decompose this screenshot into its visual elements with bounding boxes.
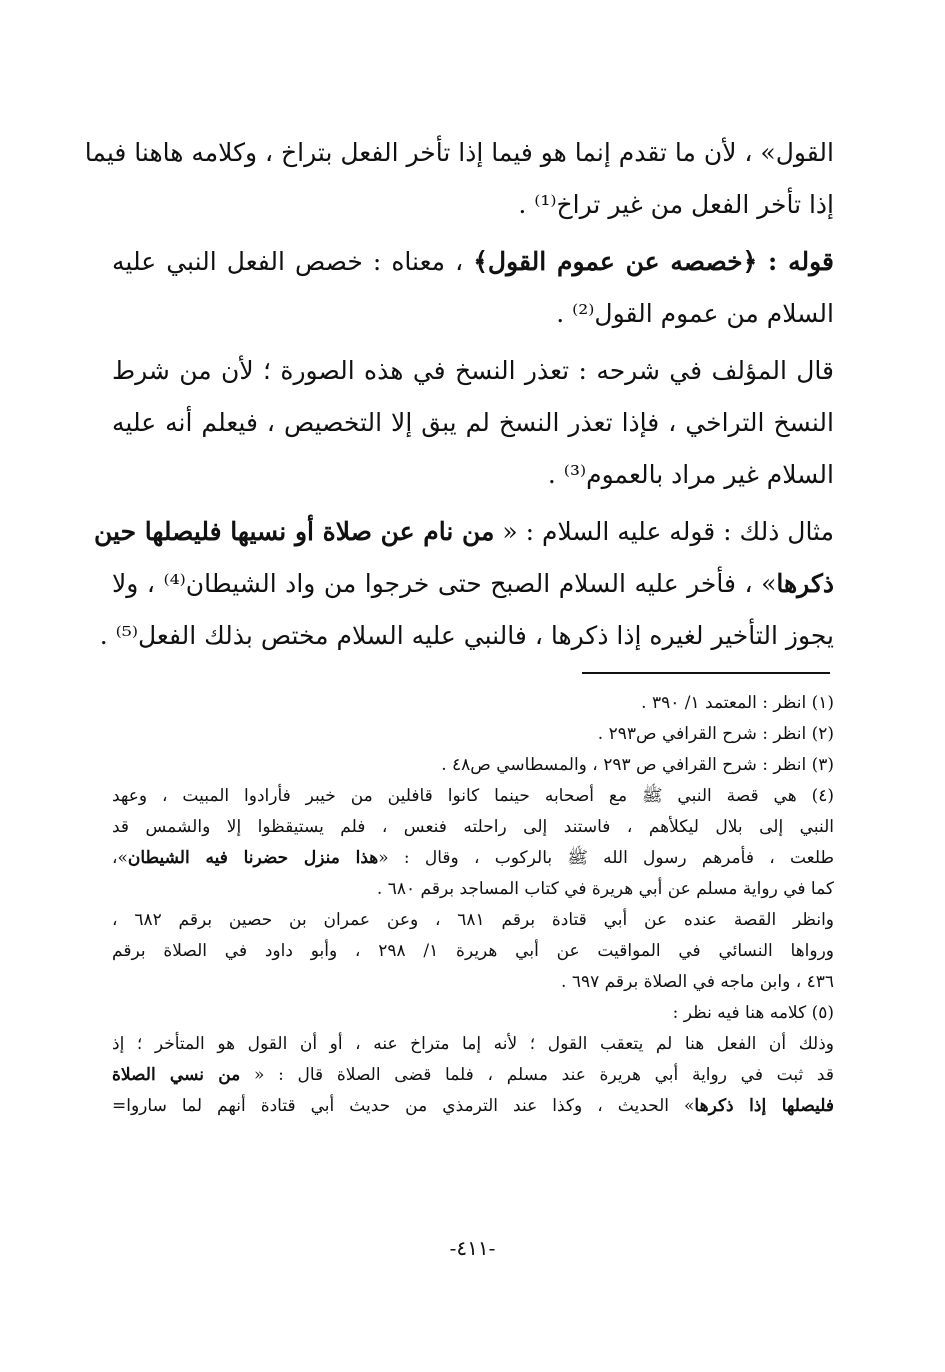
paragraph-3-line-1: قال المؤلف في شرحه : تعذر النسخ في هذه الصورة ؛ لأن من شرط	[112, 356, 834, 385]
paragraph-4-line-1-hadith: من نام عن صلاة أو نسيها فليصلها حين	[94, 517, 495, 546]
footnote-3: (٣) انظر : شرح القرافي ص ٢٩٣ ، والمسطاسي ص٤٨ .	[441, 755, 834, 775]
footnote-4-line-3-quote: هذا منزل حضرنا فيه الشيطان	[127, 848, 379, 868]
paragraph-4-line-2	[112, 558, 834, 610]
footnote-4-line-1: (٤) هي قصة النبي ﷺ مع أصحابه حينما كانوا قافلين من خيبر فأرادوا المبيت ، وعهد	[112, 786, 834, 806]
footnote-4-line-3-end: »،	[112, 848, 128, 868]
footnote-4-line-7: ٤٣٦ ، وابن ماجه في الصلاة برقم ٦٩٧ .	[561, 972, 834, 992]
paragraph-3-line-3: السلام غير مراد بالعموم⁽³⁾ .	[547, 460, 834, 489]
footnote-5-line-3	[112, 1060, 834, 1091]
paragraph-4-line-2-hadith: ذكرها	[776, 569, 834, 598]
footnote-4-line-4: كما في رواية مسلم عن أبي هريرة في كتاب المساجد برقم ٦٨٠ .	[376, 879, 834, 899]
footnote-5-line-1: (٥) كلامه هنا فيه نظر :	[672, 1003, 834, 1023]
footnote-5-line-3-plain: قد ثبت في رواية أبي هريرة عند مسلم ، فلما قضى الصلاة قال : «	[240, 1065, 834, 1085]
footnote-1: (١) انظر : المعتمد ١/ ٣٩٠ .	[641, 693, 834, 713]
footnote-divider	[582, 672, 830, 674]
paragraph-4-line-3: يجوز التأخير لغيره إذا ذكرها ، فالنبي عليه السلام مختص بذلك الفعل⁽⁵⁾ .	[99, 621, 834, 650]
paragraph-1-line-1: القول» ، لأن ما تقدم إنما هو فيما إذا تأخر الفعل بتراخ ، وكلامه هاهنا فيما	[84, 138, 834, 167]
paragraph-2	[112, 236, 834, 340]
paragraph-3	[112, 345, 834, 501]
footnote-4-line-6: ورواها النسائي في المواقيت عن أبي هريرة ١/ ٢٩٨ ، وأبو داود في الصلاة برقم	[112, 941, 835, 961]
footnote-5-line-4-hadith: فليصلها إذا ذكرها	[694, 1096, 834, 1116]
footnote-5-line-4-rest: » الحديث ، وكذا عند الترمذي من حديث أبي قتادة أنهم لما ساروا=	[112, 1096, 695, 1116]
footnote-5-line-3-hadith: من نسي الصلاة	[112, 1065, 241, 1085]
paragraph-4-line-1	[94, 506, 834, 558]
footnote-4-line-5: وانظر القصة عنده عن أبي قتادة برقم ٦٨١ ، وعن عمران بن حصين برقم ٦٨٢ ،	[112, 910, 835, 930]
paragraph-2-line-1-rest: ، معناه : خصص الفعل النبي عليه	[112, 247, 474, 276]
footnote-4-line-2: النبي إلى بلال ليكلأهم ، فاستند إلى راحلته فنعس ، فلم يستيقظوا إلا والشمس قد	[112, 817, 834, 837]
paragraph-1-line-2: إذا تأخر الفعل من غير تراخ⁽¹⁾ .	[518, 190, 834, 219]
paragraph-4-line-2-rest: » ، فأخر عليه السلام الصبح حتى خرجوا من واد الشيطان⁽⁴⁾ ، ولا	[112, 569, 777, 598]
footnote-4-line-3	[112, 843, 834, 874]
paragraph-4	[94, 506, 834, 662]
footnotes	[112, 688, 834, 1122]
paragraph-4-line-1-plain: مثال ذلك : قوله عليه السلام : «	[494, 517, 834, 546]
footnote-5-line-4	[112, 1091, 834, 1122]
paragraph-2-line-2: السلام من عموم القول⁽²⁾ .	[556, 299, 834, 328]
paragraph-3-line-2: النسخ التراخي ، فإذا تعذر النسخ لم يبق إلا التخصيص ، فيعلم أنه عليه	[112, 408, 834, 437]
footnote-5-line-2: وذلك أن الفعل هنا لم يتعقب القول ؛ لأنه إما متراخ عنه ، أو أن القول هو المتأخر ؛ إذ	[112, 1034, 834, 1054]
footnote-4-line-3-plain: طلعت ، فأمرهم رسول الله ﷺ بالركوب ، وقال : «	[378, 848, 834, 868]
paragraph-2-line-1	[112, 236, 834, 288]
page-number: -٤١١-	[449, 1236, 496, 1260]
paragraph-1	[84, 127, 834, 231]
paragraph-2-lead: قوله : ﴿خصصه عن عموم القول﴾	[473, 247, 834, 276]
footnote-2: (٢) انظر : شرح القرافي ص٢٩٣ .	[597, 724, 834, 744]
